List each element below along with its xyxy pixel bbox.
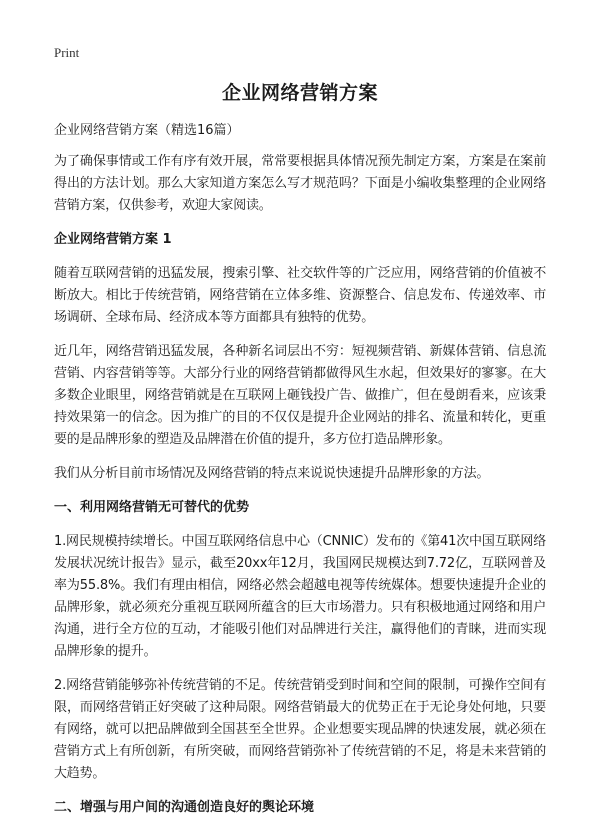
paragraph-3: 我们从分析目前市场情况及网络营销的特点来说说快速提升品牌形象的方法。 [54,466,490,481]
paragraph-1: 随着互联网营销的迅猛发展，搜索引擎、社交软件等的广泛应用，网络营销的价值被不断放大。相比于传统营销，网络营销在立体多维、资源整合、信息发布、传递效率、市场调研、全球布局、经济成本等方面都具有独特的优势。 [54,266,546,325]
intro-paragraph: 为了确保事情或工作有序有效开展，常常要根据具体情况预先制定方案，方案是在案前得出的方法计划。那么大家知道方案怎么写才规范吗？下面是小编收集整理的企业网络营销方案，仅供参考，欢迎大家阅读。 [54,154,546,213]
document-content [54,80,546,831]
print-link[interactable]: Print [54,45,80,60]
paragraph-4: 1.网民规模持续增长。中国互联网络信息中心（CNNIC）发布的《第41次中国互联网络发展状况统计报告》显示，截至20xx年12月，我国网民规模达到7.72亿，互联网普及率为55.8%。我们有理由相信，网络必然会超越电视等传统媒体。想要快速提升企业的品牌形象，就必须充分重视互联网所蕴含的巨大市场潜力。只有积极地通过网络和用户沟通，进行全方位的互动，才能吸引他们对品牌进行关注，赢得他们的青睐，进而实现品牌形象的提升。 [54,534,546,659]
paragraph-2: 近几年，网络营销迅猛发展，各种新名词层出不穷：短视频营销、新媒体营销、信息流营销、内容营销等等。大部分行业的网络营销都做得风生水起，但效果好的寥寥。在大多数企业眼里，网络营销就是在互联网上砸钱投广告、做推广，但在曼朗看来，应该秉持效果第一的信念。因为推广的目的不仅仅是提升企业网站的排名、流量和转化，更重要的是品牌形象的塑造及品牌潜在价值的提升，多方位打造品牌形象。 [54,344,546,447]
document-subtitle: 企业网络营销方案（精选16篇） [54,123,240,138]
heading-1: 一、利用网络营销无可替代的优势 [54,500,250,515]
section-1-title: 企业网络营销方案 1 [54,232,172,247]
paragraph-5: 2.网络营销能够弥补传统营销的不足。传统营销受到时间和空间的限制，可操作空间有限，而网络营销正好突破了这种局限。网络营销最大的优势正在于无论身处何地，只要有网络，就可以把品牌做到全国甚至全世界。企业想要实现品牌的快速发展，就必须在营销方式上有所创新，有所突破，而网络营销弥补了传统营销的不足，将是未来营销的大趋势。 [54,678,546,781]
heading-2: 二、增强与用户间的沟通创造良好的舆论环境 [54,800,315,815]
document-title: 企业网络营销方案 [221,82,378,104]
